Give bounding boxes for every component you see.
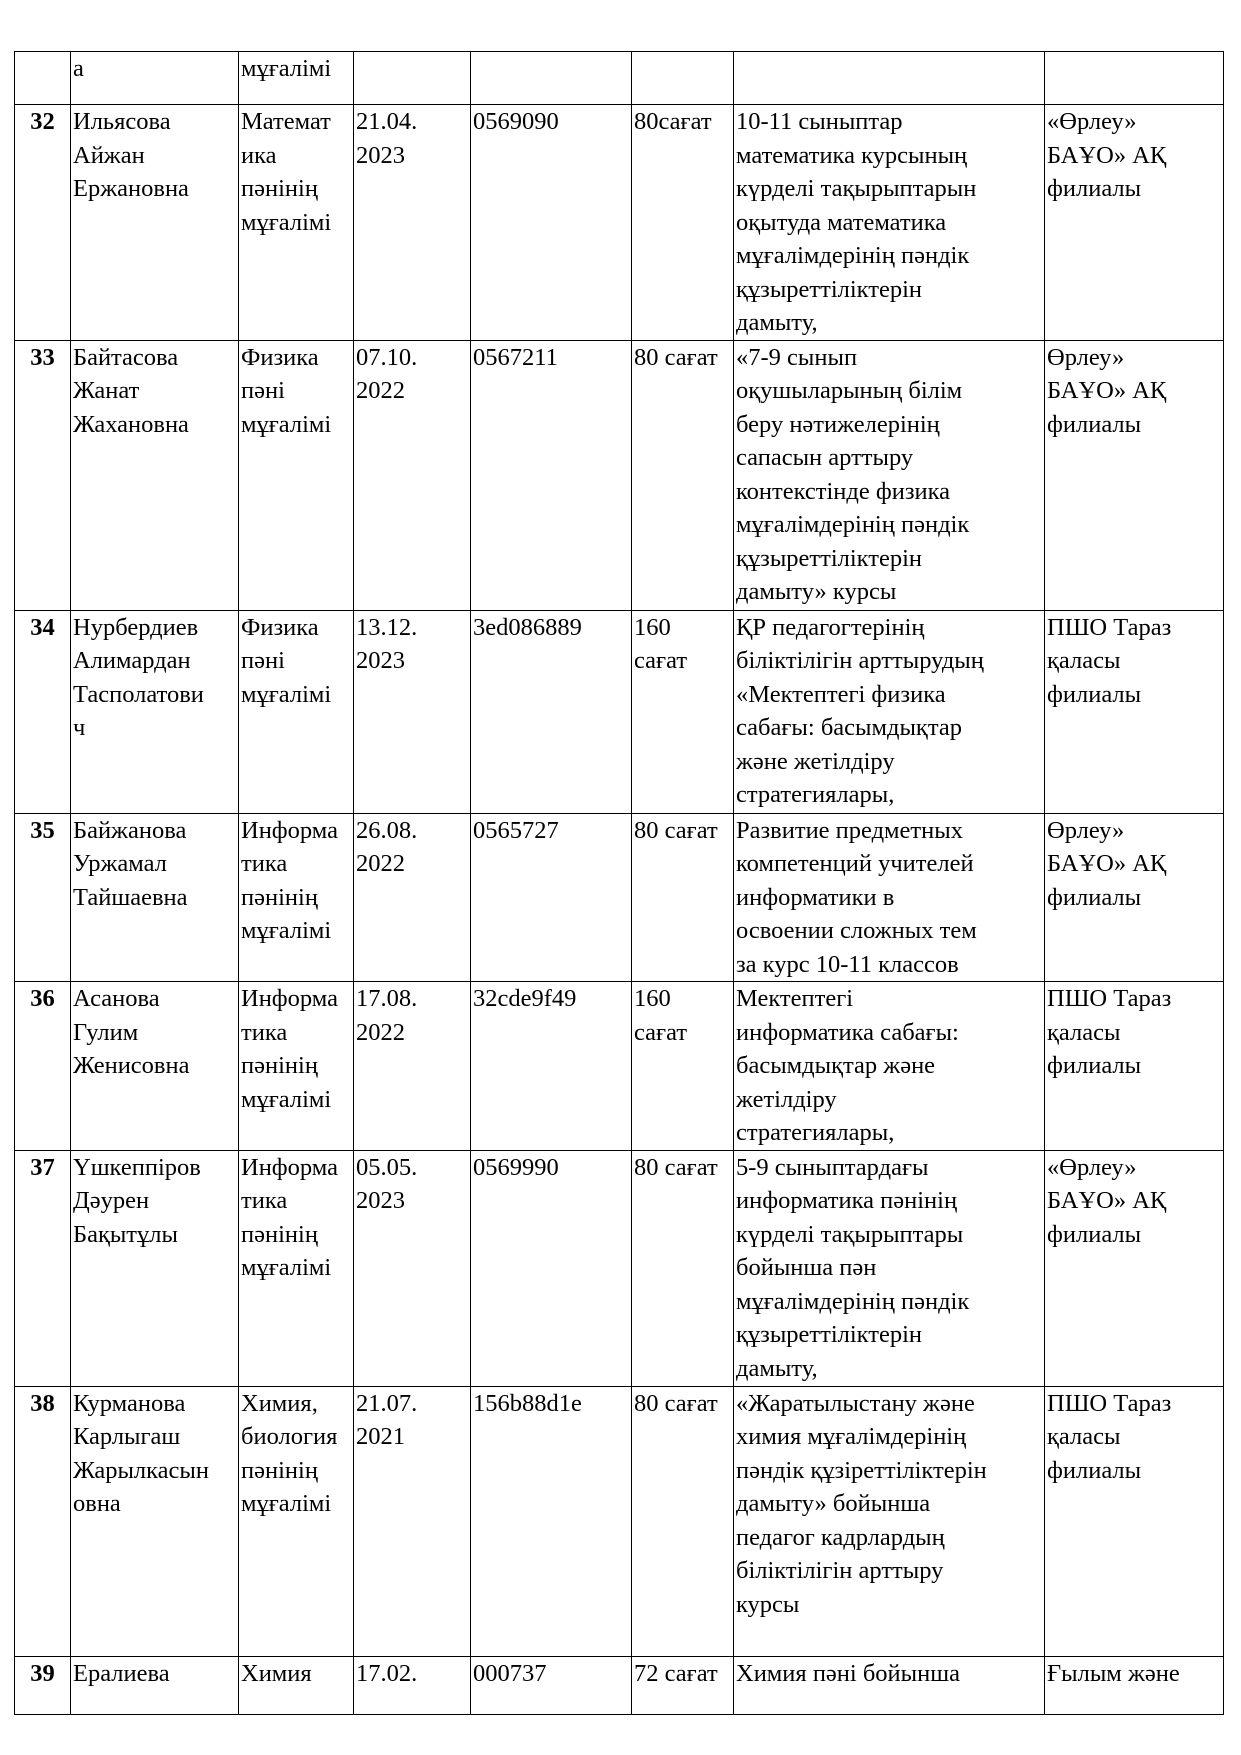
certificate-number-cell: 0567211 (471, 340, 632, 610)
course-name-cell: «7-9 сынып оқушыларының білім беру нәтижелерінің сапасын арттыру контекстінде физика мұғалімдерінің пәндік құзыреттіліктерін дамыту» курсы (734, 340, 1045, 610)
course-name-cell: 5-9 сыныптардағы информатика пәнінің күрделі тақырыптары бойынша пән мұғалімдерінің пәндік құзыреттіліктерін дамыту, (734, 1150, 1045, 1386)
organization-cell: ПШО Тараз қаласы филиалы (1045, 982, 1224, 1151)
position-cell: Информа тика пәнінің мұғалімі (239, 813, 354, 982)
organization-cell: Өрлеу» БАҰО» АҚ филиалы (1045, 813, 1224, 982)
organization-cell: Ғылым және (1045, 1656, 1224, 1714)
course-name-cell: Мектептегі информатика сабағы: басымдықтар және жетілдіру стратегиялары, (734, 982, 1045, 1151)
teacher-name-cell: Нурбердиев Алимардан Тасполатови ч (71, 610, 239, 813)
organization-cell: Өрлеу» БАҰО» АҚ филиалы (1045, 340, 1224, 610)
hours-cell: 80 сағат (632, 1386, 734, 1656)
certificate-number-cell: 3ed086889 (471, 610, 632, 813)
date-cell: 13.12. 2023 (354, 610, 471, 813)
hours-cell: 160 сағат (632, 982, 734, 1151)
row-number-cell: 36 (15, 982, 71, 1151)
position-cell: Физика пәні мұғалімі (239, 610, 354, 813)
date-cell: 05.05. 2023 (354, 1150, 471, 1386)
row-number-cell: 38 (15, 1386, 71, 1656)
table-row (15, 813, 1224, 982)
date-cell: 21.04. 2023 (354, 105, 471, 341)
teacher-name-cell: Ильясова Айжан Ержановна (71, 105, 239, 341)
position-cell: Химия (239, 1656, 354, 1714)
row-number-cell: 33 (15, 340, 71, 610)
date-cell: 17.02. (354, 1656, 471, 1714)
certificate-number-cell: 32cde9f49 (471, 982, 632, 1151)
row-number-cell: 34 (15, 610, 71, 813)
position-cell: Физика пәні мұғалімі (239, 340, 354, 610)
table-row (15, 610, 1224, 813)
hours-cell: 80 сағат (632, 1150, 734, 1386)
certificate-number-cell: 156b88d1e (471, 1386, 632, 1656)
table-row (15, 52, 1224, 105)
row-number-cell: 32 (15, 105, 71, 341)
hours-cell: 80сағат (632, 105, 734, 341)
date-cell: 21.07. 2021 (354, 1386, 471, 1656)
teacher-name-cell: Байтасова Жанат Жахановна (71, 340, 239, 610)
teacher-name-cell: Үшкеппіров Дәурен Бақытұлы (71, 1150, 239, 1386)
position-cell: мұғалімі (239, 52, 354, 105)
position-cell: Информа тика пәнінің мұғалімі (239, 982, 354, 1151)
row-number-cell: 39 (15, 1656, 71, 1714)
course-name-cell: ҚР педагогтерінің біліктілігін арттырудың «Мектептегі физика сабағы: басымдықтар және жетілдіру стратегиялары, (734, 610, 1045, 813)
teacher-name-cell: Асанова Гулим Женисовна (71, 982, 239, 1151)
hours-cell: 72 сағат (632, 1656, 734, 1714)
date-cell (354, 52, 471, 105)
teacher-name-cell: Байжанова Уржамал Тайшаевна (71, 813, 239, 982)
teacher-name-cell: Ералиева (71, 1656, 239, 1714)
hours-cell: 80 сағат (632, 813, 734, 982)
course-name-cell: 10-11 сыныптар математика курсының күрделі тақырыптарын оқытуда математика мұғалімдерінің пәндік құзыреттіліктерін дамыту, (734, 105, 1045, 341)
date-cell: 17.08. 2022 (354, 982, 471, 1151)
certificate-number-cell: 0569090 (471, 105, 632, 341)
row-number-cell: 35 (15, 813, 71, 982)
date-cell: 26.08. 2022 (354, 813, 471, 982)
position-cell: Химия, биология пәнінің мұғалімі (239, 1386, 354, 1656)
position-cell: Информа тика пәнінің мұғалімі (239, 1150, 354, 1386)
certificate-number-cell (471, 52, 632, 105)
hours-cell (632, 52, 734, 105)
hours-cell: 80 сағат (632, 340, 734, 610)
certificate-number-cell: 0565727 (471, 813, 632, 982)
organization-cell (1045, 52, 1224, 105)
teacher-name-cell: Курманова Карлыгаш Жарылкасын овна (71, 1386, 239, 1656)
position-cell: Математ ика пәнінің мұғалімі (239, 105, 354, 341)
organization-cell: «Өрлеу» БАҰО» АҚ филиалы (1045, 1150, 1224, 1386)
teachers-qualification-table (14, 51, 1224, 1715)
hours-cell: 160 сағат (632, 610, 734, 813)
organization-cell: ПШО Тараз қаласы филиалы (1045, 1386, 1224, 1656)
table-row (15, 1656, 1224, 1714)
date-cell: 07.10. 2022 (354, 340, 471, 610)
course-name-cell: «Жаратылыстану және химия мұғалімдерінің пәндік құзіреттіліктерін дамыту» бойынша педагог кадрлардың біліктілігін арттыру курсы (734, 1386, 1045, 1656)
row-number-cell (15, 52, 71, 105)
organization-cell: ПШО Тараз қаласы филиалы (1045, 610, 1224, 813)
table-row (15, 982, 1224, 1151)
certificate-number-cell: 000737 (471, 1656, 632, 1714)
organization-cell: «Өрлеу» БАҰО» АҚ филиалы (1045, 105, 1224, 341)
certificate-number-cell: 0569990 (471, 1150, 632, 1386)
table-row (15, 340, 1224, 610)
course-name-cell (734, 52, 1045, 105)
course-name-cell: Развитие предметных компетенций учителей информатики в освоении сложных тем за курс 10-11 классов (734, 813, 1045, 982)
table-row (15, 105, 1224, 341)
row-number-cell: 37 (15, 1150, 71, 1386)
course-name-cell: Химия пәні бойынша (734, 1656, 1045, 1714)
table-row (15, 1150, 1224, 1386)
table-row (15, 1386, 1224, 1656)
teacher-name-cell: а (71, 52, 239, 105)
